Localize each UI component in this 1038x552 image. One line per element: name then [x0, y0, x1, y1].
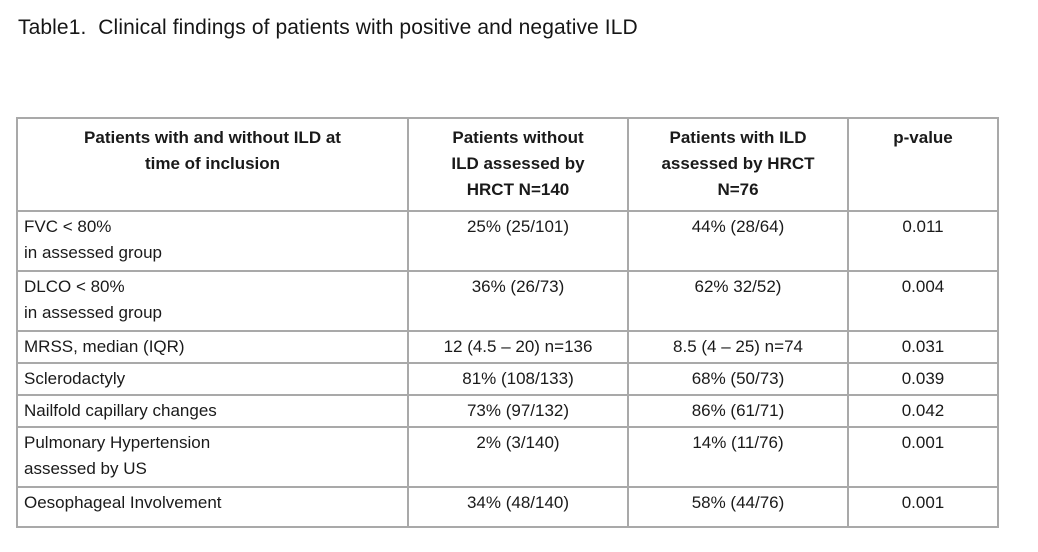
with-ild-value-cell: 68% (50/73): [628, 363, 848, 395]
with-ild-value-cell: 62% 32/52): [628, 271, 848, 331]
table-row-oesophageal: [17, 487, 998, 527]
header-line: HRCT N=140: [466, 180, 570, 199]
row-label-line: MRSS, median (IQR): [24, 337, 185, 356]
row-label-cell: [17, 395, 408, 427]
header-line: time of inclusion: [144, 154, 281, 173]
header-cell-with-ild: [628, 118, 848, 211]
with-ild-value-cell: 14% (11/76): [628, 427, 848, 487]
header-cell-without-ild: [408, 118, 628, 211]
p-value-cell: 0.001: [848, 487, 998, 527]
table-row-pulmonary-hypertension: [17, 427, 998, 487]
row-label-line: in assessed group: [24, 243, 162, 262]
table-row-sclerodactyly: [17, 363, 998, 395]
p-value-cell: 0.042: [848, 395, 998, 427]
table-title: Table1. Clinical findings of patients with positive and negative ILD: [18, 16, 638, 39]
table-row-fvc: [17, 211, 998, 271]
clinical-findings-table: [16, 117, 999, 528]
with-ild-value-cell: 86% (61/71): [628, 395, 848, 427]
header-line: Patients with ILD: [669, 128, 807, 147]
p-value-cell: 0.011: [848, 211, 998, 271]
table-row-mrss: [17, 331, 998, 363]
header-cell-inclusion: [17, 118, 408, 211]
row-label-line: Nailfold capillary changes: [24, 401, 217, 420]
row-label-line: in assessed group: [24, 303, 162, 322]
without-ild-value-cell: 25% (25/101): [408, 211, 628, 271]
header-line: p-value: [893, 128, 953, 147]
without-ild-value-cell: 36% (26/73): [408, 271, 628, 331]
p-value-cell: 0.001: [848, 427, 998, 487]
row-label-cell: [17, 363, 408, 395]
without-ild-value-cell: 73% (97/132): [408, 395, 628, 427]
header-row: [17, 118, 998, 211]
row-label-cell: [17, 331, 408, 363]
header-line: Patients without: [452, 128, 584, 147]
row-label-line: DLCO < 80%: [24, 277, 125, 296]
row-label-line: FVC < 80%: [24, 217, 112, 236]
row-label-cell: [17, 487, 408, 527]
row-label-line: Oesophageal Involvement: [24, 493, 222, 512]
row-label-cell: [17, 271, 408, 331]
p-value-cell: 0.004: [848, 271, 998, 331]
p-value-cell: 0.031: [848, 331, 998, 363]
row-label-cell: [17, 211, 408, 271]
row-label-line: assessed by US: [24, 459, 147, 478]
without-ild-value-cell: 12 (4.5 – 20) n=136: [408, 331, 628, 363]
with-ild-value-cell: 8.5 (4 – 25) n=74: [628, 331, 848, 363]
row-label-cell: [17, 427, 408, 487]
with-ild-value-cell: 58% (44/76): [628, 487, 848, 527]
without-ild-value-cell: 34% (48/140): [408, 487, 628, 527]
p-value-cell: 0.039: [848, 363, 998, 395]
header-line: ILD assessed by: [451, 154, 585, 173]
header-line: assessed by HRCT: [661, 154, 815, 173]
header-cell-p-value: [848, 118, 998, 211]
with-ild-value-cell: 44% (28/64): [628, 211, 848, 271]
without-ild-value-cell: 81% (108/133): [408, 363, 628, 395]
row-label-line: Sclerodactyly: [24, 369, 126, 388]
table-row-dlco: [17, 271, 998, 331]
without-ild-value-cell: 2% (3/140): [408, 427, 628, 487]
header-line: N=76: [717, 180, 759, 199]
table-row-nailfold: [17, 395, 998, 427]
row-label-line: Pulmonary Hypertension: [24, 433, 211, 452]
header-line: Patients with and without ILD at: [84, 128, 341, 147]
